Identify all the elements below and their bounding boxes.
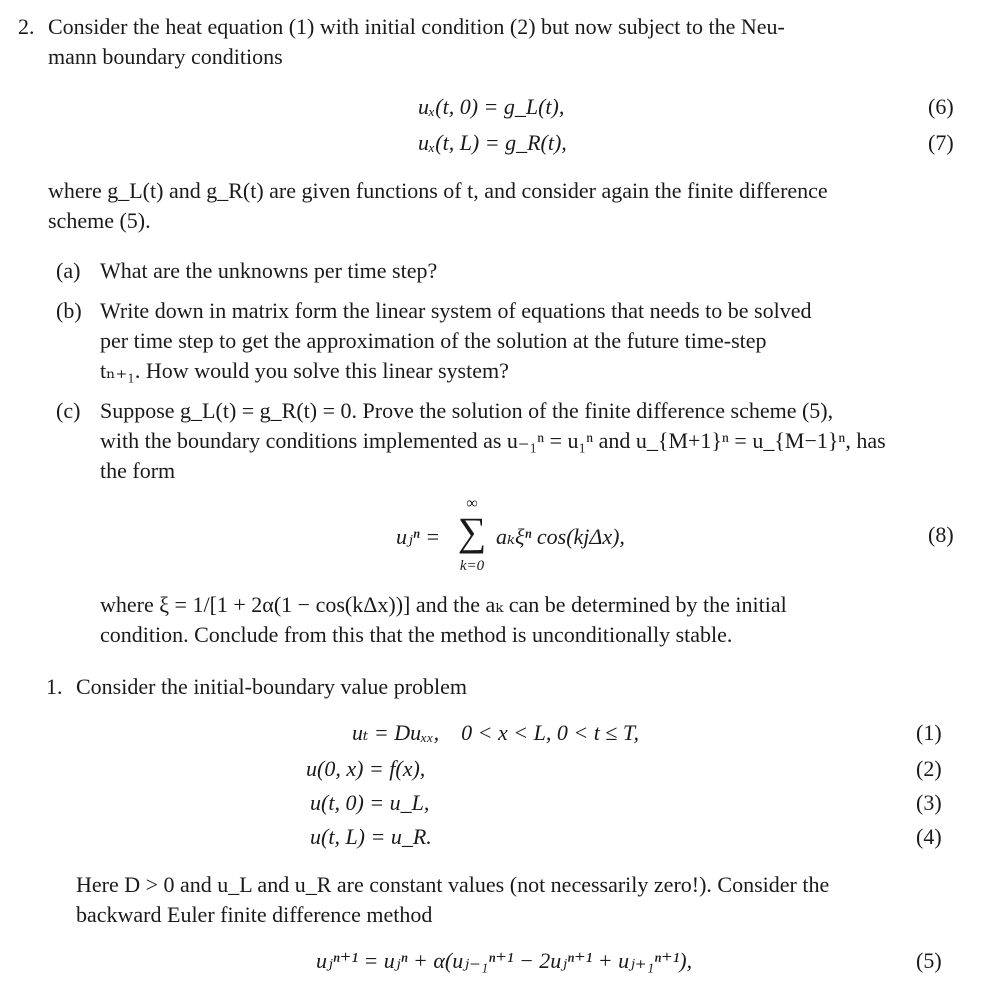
equation-7: uₓ(t, L) = g_R(t),: [418, 130, 567, 155]
equation-2-number: (2): [916, 756, 942, 781]
problem-2-intro-line1: Consider the heat equation (1) with initial condition (2) but now subject to the Neu-: [48, 14, 785, 39]
equation-6-number: (6): [928, 94, 954, 119]
where2-line1: where ξ = 1/[1 + 2α(1 − cos(kΔx))] and the aₖ can be determined by the initial: [100, 592, 787, 617]
equation-5: uⱼⁿ⁺¹ = uⱼⁿ + α(uⱼ₋₁ⁿ⁺¹ − 2uⱼⁿ⁺¹ + uⱼ₊₁ⁿ⁺¹),: [316, 948, 693, 973]
equation-8-lhs: uⱼⁿ =: [396, 524, 441, 549]
equation-8-sum-bottom: k=0: [459, 558, 485, 574]
equation-5-number: (5): [916, 948, 942, 973]
equation-8-sum-symbol: ∑: [457, 509, 487, 554]
equation-8-rhs: aₖξⁿ cos(kjΔx),: [496, 524, 625, 549]
equation-3: u(t, 0) = u_L,: [310, 790, 430, 815]
equation-8-sum-top: ∞: [466, 495, 478, 512]
equation-7-number: (7): [928, 130, 954, 155]
item-c-line2: with the boundary conditions implemented as u₋₁ⁿ = u₁ⁿ and u_{M+1}ⁿ = u_{M−1}ⁿ, has: [100, 428, 886, 453]
problem-1-intro: Consider the initial-boundary value problem: [76, 674, 468, 699]
item-b-line1: Write down in matrix form the linear system of equations that needs to be solved: [100, 298, 812, 323]
problem-2-number: 2.: [18, 14, 35, 39]
equation-4: u(t, L) = u_R.: [310, 824, 432, 849]
here-line2: backward Euler finite difference method: [76, 902, 433, 927]
where-line2: scheme (5).: [48, 208, 151, 233]
equation-2: u(0, x) = f(x),: [306, 756, 426, 781]
where-line1: where g_L(t) and g_R(t) are given functions of t, and consider again the finite difference: [48, 178, 828, 203]
equation-3-number: (3): [916, 790, 942, 815]
equation-4-number: (4): [916, 824, 942, 849]
equation-1-number: (1): [916, 720, 942, 745]
item-a-text: What are the unknowns per time step?: [100, 258, 438, 283]
item-c-line3: the form: [100, 458, 176, 483]
item-b-line2: per time step to get the approximation of the solution at the future time-step: [100, 328, 767, 353]
item-a-label: (a): [56, 258, 81, 283]
item-b-line3: tₙ₊₁. How would you solve this linear system?: [100, 358, 509, 383]
equation-1: uₜ = Duₓₓ, 0 < x < L, 0 < t ≤ T,: [352, 720, 639, 745]
item-c-label: (c): [56, 398, 81, 423]
here-line1: Here D > 0 and u_L and u_R are constant values (not necessarily zero!). Consider the: [76, 872, 830, 897]
problem-1-number: 1.: [46, 674, 63, 699]
item-c-line1: Suppose g_L(t) = g_R(t) = 0. Prove the solution of the finite difference scheme (5),: [100, 398, 834, 423]
where2-line2: condition. Conclude from this that the method is unconditionally stable.: [100, 622, 733, 647]
equation-8-number: (8): [928, 522, 954, 547]
equation-6: uₓ(t, 0) = g_L(t),: [418, 94, 565, 119]
item-b-label: (b): [56, 298, 82, 323]
problem-2-intro-line2: mann boundary conditions: [48, 44, 283, 69]
